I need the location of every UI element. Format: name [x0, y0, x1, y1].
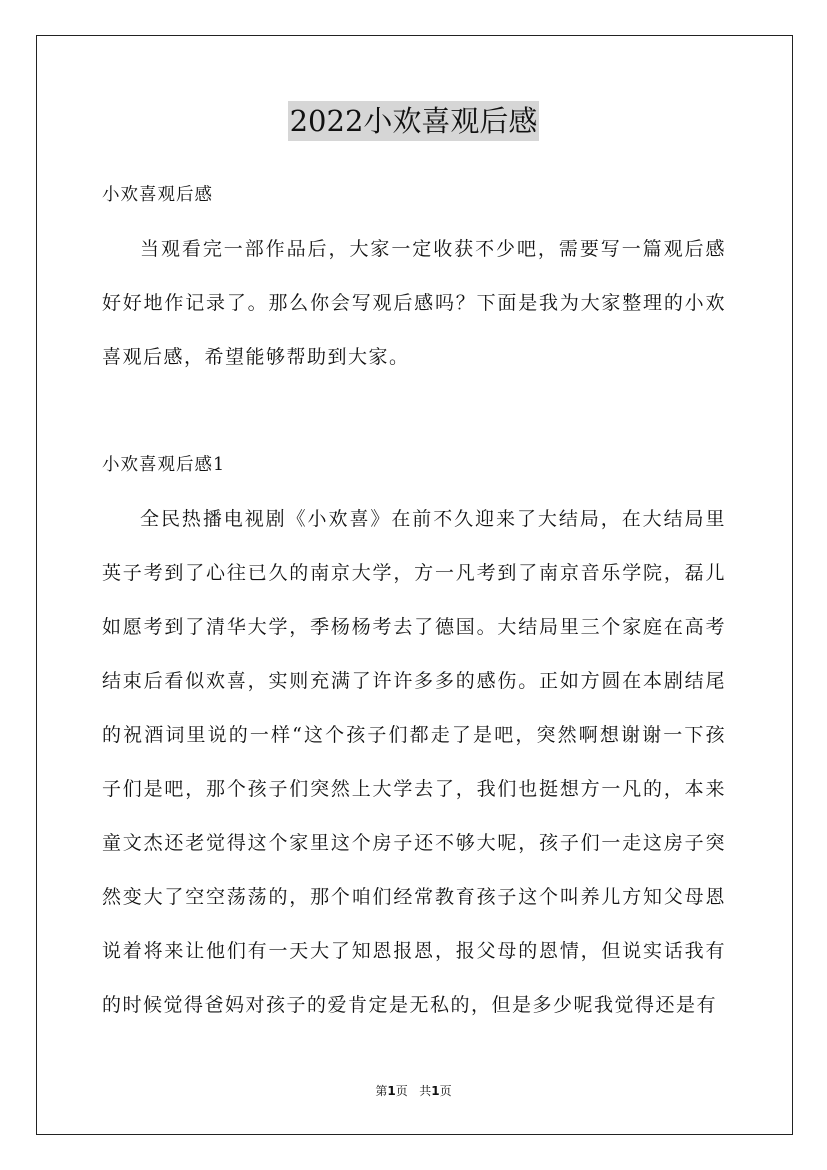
intro-heading: 小欢喜观后感: [102, 185, 213, 205]
section1-heading: 小欢喜观后感1: [102, 455, 226, 475]
page-label-suffix: 页: [395, 1084, 408, 1098]
total-prefix: 共: [419, 1084, 432, 1098]
document-title-wrapper: [0, 101, 827, 141]
total-suffix: 页: [439, 1084, 452, 1098]
page-footer: [0, 1083, 827, 1099]
page-label-prefix: 第: [375, 1084, 388, 1098]
intro-paragraph: 当观看完一部作品后，大家一定收获不少吧，需要写一篇观后感好好地作记录了。那么你会写观后感吗？下面是我为大家整理的小欢喜观后感，希望能够帮助到大家。: [102, 238, 726, 368]
section1-paragraph: 全民热播电视剧《小欢喜》在前不久迎来了大结局，在大结局里英子考到了心往已久的南京大学，方一凡考到了南京音乐学院，磊儿如愿考到了清华大学，季杨杨考去了德国。大结局里三个家庭在高考结束后看似欢喜，实则充满了许许多多的感伤。正如方圆在本剧结尾的祝酒词里说的一样“这个孩子们都走了是吧，突然啊想谢谢一下孩子们是吧，那个孩子们突然上大学去了，我们也挺想方一凡的，本来童文杰还老觉得这个家里这个房子还不够大呢，孩子们一走这房子突然变大了空空荡荡的，那个咱们经常教育孩子这个叫养儿方知父母恩说着将来让他们有一天大了知恩报恩，报父母的恩情，但说实话我有的时候觉得爸妈对孩子的爱肯定是无私的，但是多少呢我觉得还是有: [102, 508, 726, 1016]
total-pages: 1: [431, 1084, 440, 1098]
page-number: 1: [387, 1084, 396, 1098]
document-title: 2022小欢喜观后感: [288, 101, 540, 141]
